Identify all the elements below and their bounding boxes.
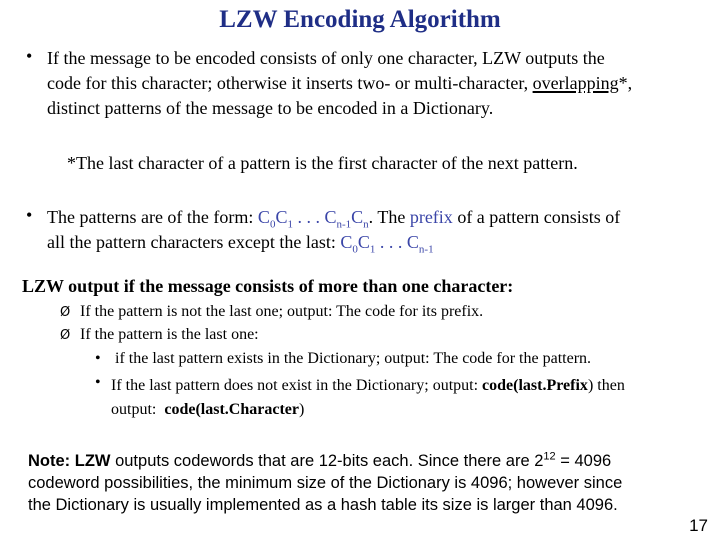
bullet-two-line2: all the pattern characters except the last: $C_0C_1$ . . . $C_{n-1}$ [47,232,434,256]
bullet-marker: • [26,205,33,225]
output-rule-item: If the pattern is not the last one; output: The code for its prefix. [80,303,484,320]
sub-item-exists: if the last pattern exists in the Dictionary; output: The code for the pattern. [115,350,592,367]
output-rule-item: If the pattern is the last one: [80,326,259,343]
bullet-one-line2: code for this character; otherwise it inserts two- or multi-character, overlapping*, [47,73,633,93]
sub-item-not-exists: If the last pattern does not exist in the Dictionary; output: code(last.Prefix) then output: code(last.Character) [111,377,625,418]
bullet-one-line1: If the message to be encoded consists of only one character, LZW outputs the [47,48,605,68]
sub-bullet-marker: • [95,350,101,367]
bullet-two [47,205,620,255]
note-label: Note: LZW [28,452,111,470]
arrow-bullet-icon: Ø [60,305,71,320]
section-heading: LZW output if the message consists of more than one character: [22,276,514,296]
sub-bullet-marker: • [95,374,101,391]
bullet-marker: • [26,46,33,66]
footnote: *The last character of a pattern is the first character of the next pattern. [67,153,578,173]
overlapping-word: overlapping [532,73,619,93]
page-title: LZW Encoding Algorithm [219,6,501,33]
arrow-bullet-icon: Ø [60,328,71,343]
bullet-two-line1: The patterns are of the form: $C_0C_1$ . . . $C_{n-1}C_n$. The prefix of a pattern consists of [47,207,621,231]
bullet-one [47,46,632,121]
prefix-term: prefix [409,207,453,227]
note-box: Note: LZW outputs codewords that are 12-bits each. Since there are $2^{12} = 4096$ codeword possibilities, the minimum size of the Dictionary is 4096; however since the Dictionary is usually implemented as a hash table its size is larger than 4096. [28,450,623,514]
bullet-one-line3: distinct patterns of the message to be encoded in a Dictionary. [47,98,494,118]
page-number: 17 [689,516,708,535]
